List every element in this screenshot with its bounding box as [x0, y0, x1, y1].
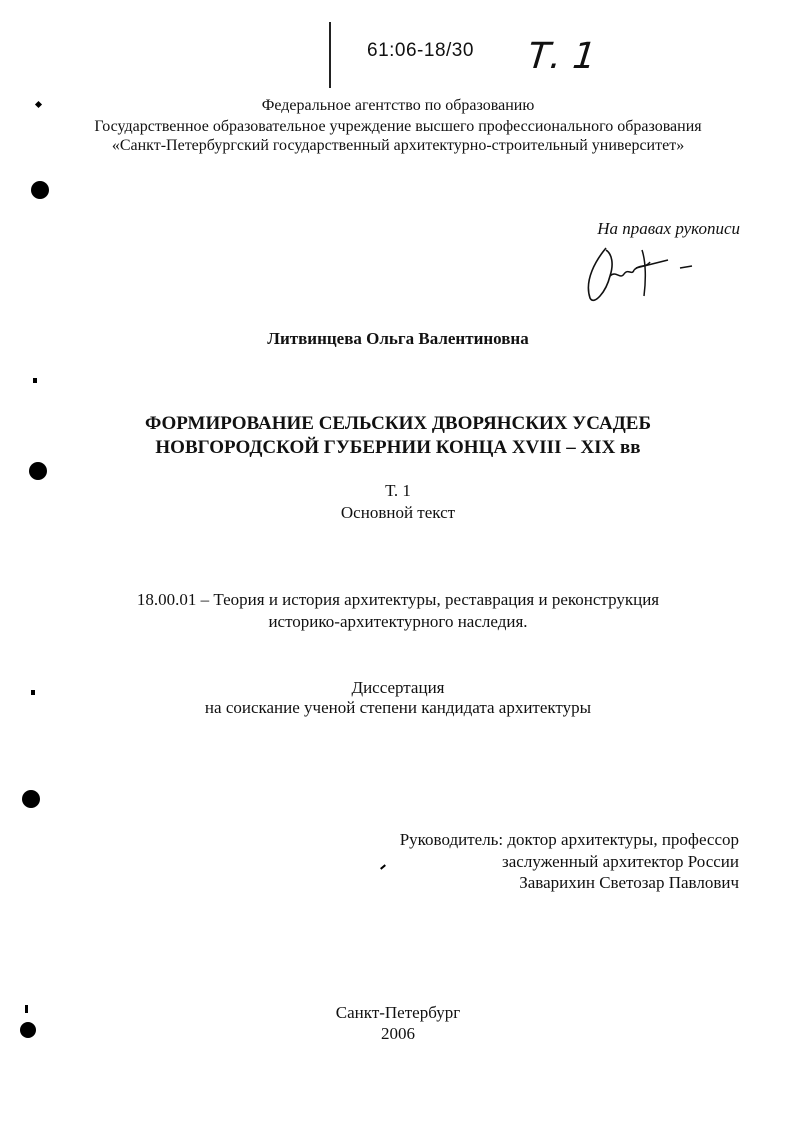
supervisor-line-1: Руководитель: доктор архитектуры, профессор	[399, 830, 739, 849]
volume-label: Т. 1	[385, 481, 411, 500]
supervisor-name: Заварихин Светозар Павлович	[519, 873, 739, 892]
stamp-rule-line	[329, 22, 331, 88]
handwritten-volume-mark: Т. 1	[525, 36, 598, 77]
work-type: Диссертация	[351, 678, 445, 697]
scan-speck	[380, 864, 386, 869]
specialty-line-2: историко-архитектурного наследия.	[268, 612, 528, 631]
manuscript-note: На правах рукописи	[597, 219, 740, 238]
supervisor-line-2: заслуженный архитектор России	[502, 852, 739, 871]
signature	[576, 240, 706, 310]
degree-sought: на соискание ученой степени кандидата архитектуры	[204, 698, 592, 717]
binder-hole-1	[31, 181, 49, 199]
binder-hole-2	[29, 462, 47, 480]
binder-hole-3	[22, 790, 40, 808]
year: 2006	[381, 1024, 415, 1043]
dissertation-title-line-1: ФОРМИРОВАНИЕ СЕЛЬСКИХ ДВОРЯНСКИХ УСАДЕБ	[144, 413, 652, 434]
university-name: «Санкт-Петербургский государственный архитектурно-строительный университет»	[111, 137, 685, 154]
dissertation-title-line-2: НОВГОРОДСКОЙ ГУБЕРНИИ КОНЦА XVIII – XIX вв	[155, 437, 641, 458]
specialty-line-1: 18.00.01 – Теория и история архитектуры, реставрация и реконструкция	[136, 590, 660, 609]
scan-speck	[33, 378, 37, 383]
institution-type: Государственное образовательное учреждение высшего профессионального образования	[94, 118, 702, 135]
agency-name: Федеральное агентство по образованию	[261, 97, 535, 114]
stamp-code: 61:06-18/30	[367, 40, 474, 61]
author-name: Литвинцева Ольга Валентиновна	[267, 329, 529, 348]
city: Санкт-Петербург	[335, 1003, 461, 1022]
volume-subtitle: Основной текст	[340, 503, 456, 522]
